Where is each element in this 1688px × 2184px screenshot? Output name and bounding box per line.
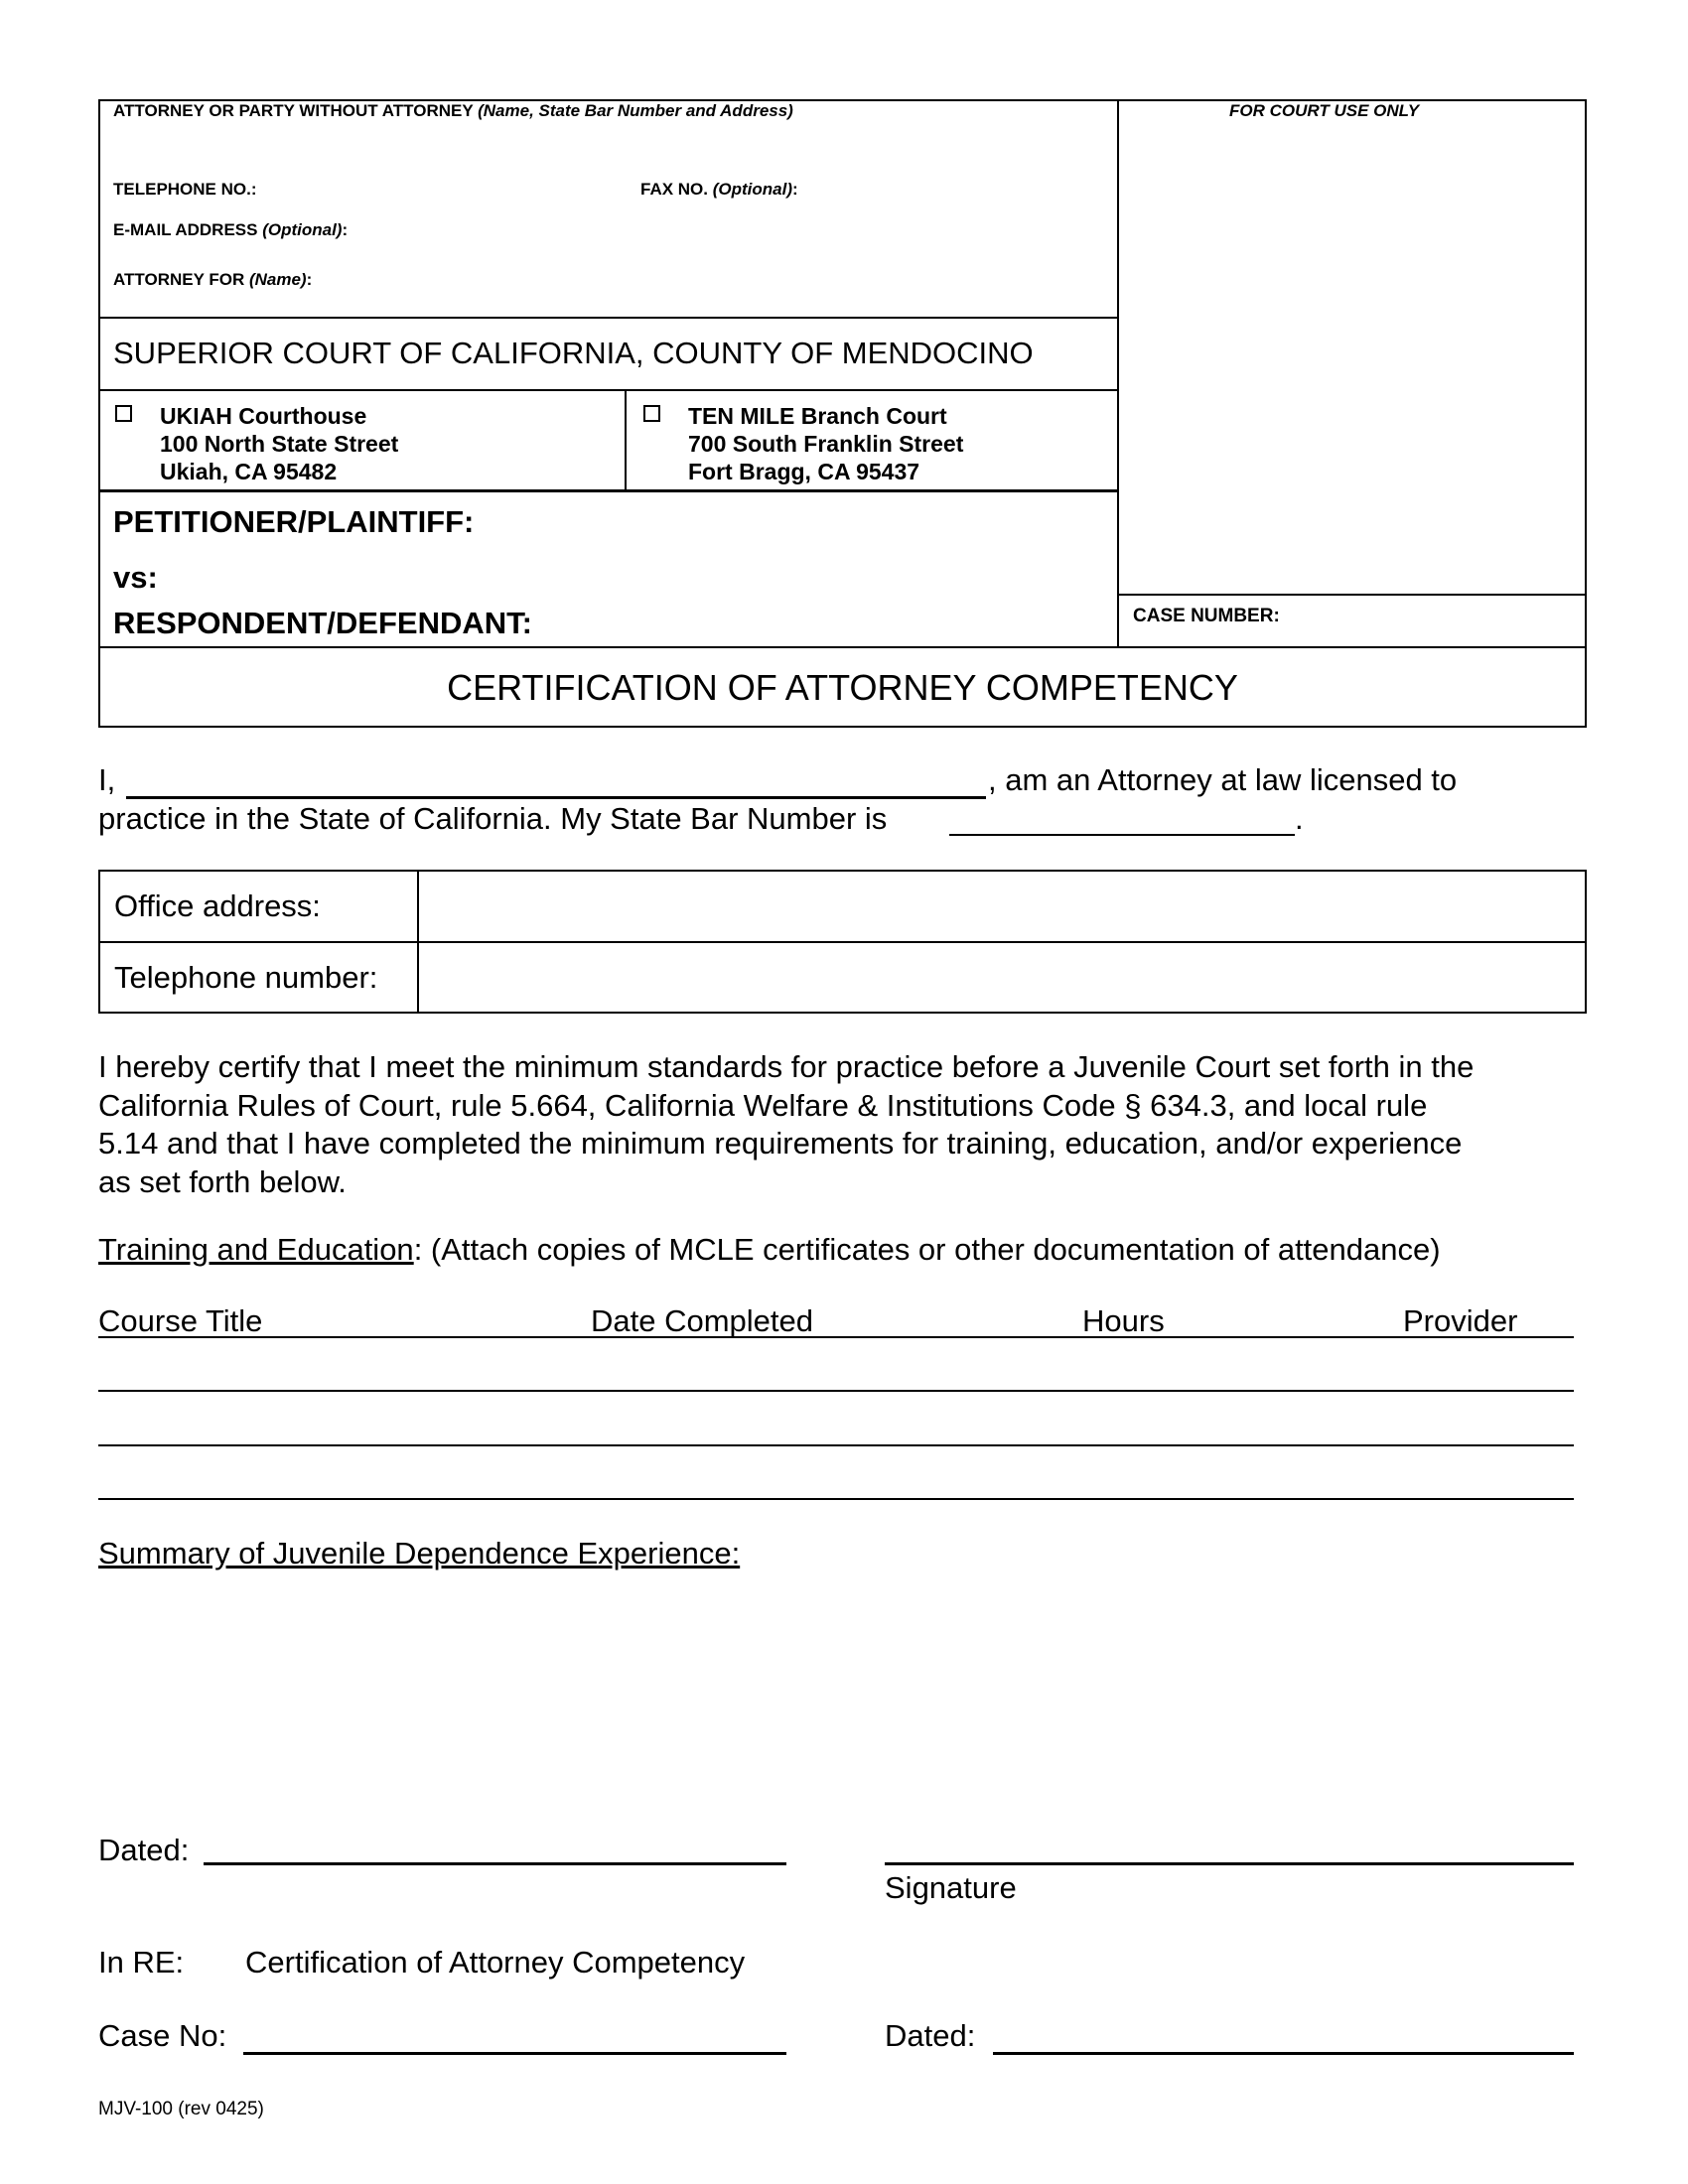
attorney-for-field[interactable]: ATTORNEY FOR (Name): (113, 270, 313, 289)
divider (98, 941, 1587, 943)
summary-area[interactable] (98, 1588, 1574, 1807)
fax-field[interactable]: FAX NO. (Optional): (640, 180, 798, 199)
fax-hint: (Optional) (712, 180, 793, 199)
attorney-label: ATTORNEY OR PARTY WITHOUT ATTORNEY (113, 101, 474, 120)
in-re-value: Certification of Attorney Competency (245, 1945, 746, 1979)
divider (98, 317, 1118, 319)
email-hint: (Optional) (262, 220, 343, 239)
ukiah-name: UKIAH Courthouse (160, 403, 367, 429)
divider (417, 870, 419, 1014)
ukiah-street: 100 North State Street (160, 431, 399, 457)
telephone-field[interactable] (113, 180, 257, 200)
paragraph-line: as set forth below. (98, 1163, 347, 1199)
ten-mile-street: 700 South Franklin Street (688, 431, 964, 457)
attorney-field[interactable] (113, 101, 793, 121)
divider (625, 389, 627, 490)
intro-line2: practice in the State of California. My State Bar Number is (98, 801, 888, 836)
attorney-for-label: ATTORNEY FOR (113, 270, 245, 289)
caption-box (98, 99, 1587, 648)
training-heading-row (98, 1232, 1441, 1268)
certify-paragraph (98, 1048, 1474, 1201)
column-date-completed: Date Completed (591, 1303, 814, 1338)
telephone-number-label: Telephone number: (114, 960, 378, 995)
column-provider: Provider (1403, 1303, 1518, 1338)
paragraph-line: 5.14 and that I have completed the minimum requirements for training, education, and/or experience (98, 1126, 1463, 1160)
attorney-hint: (Name, State Bar Number and Address) (478, 101, 793, 120)
case-number-label: CASE NUMBER: (1133, 606, 1280, 626)
ten-mile-city: Fort Bragg, CA 95437 (688, 459, 920, 484)
petitioner-label: PETITIONER/PLAINTIFF: (113, 504, 475, 539)
training-header-line (98, 1336, 1574, 1338)
training-heading: Training and Education (98, 1232, 414, 1267)
ukiah-checkbox[interactable] (115, 405, 132, 422)
column-hours: Hours (1082, 1303, 1165, 1338)
telephone-label: TELEPHONE NO.: (113, 180, 257, 199)
attorney-for-hint: (Name) (248, 270, 307, 289)
fax-label: FAX NO. (640, 180, 709, 199)
signature-line[interactable] (885, 1862, 1574, 1865)
dated-line[interactable] (204, 1862, 786, 1865)
attorney-name-line[interactable] (126, 796, 986, 799)
divider (98, 389, 1118, 391)
state-bar-number-line[interactable] (949, 834, 1295, 836)
vs-label: vs: (113, 560, 158, 595)
divider (1117, 594, 1587, 596)
paragraph-line: California Rules of Court, rule 5.664, California Welfare & Institutions Code § 634.3, and local rule (98, 1087, 1428, 1123)
office-address-input[interactable] (437, 888, 1569, 928)
divider (1117, 99, 1119, 648)
ten-mile-name: TEN MILE Branch Court (688, 403, 947, 429)
form-title: CERTIFICATION OF ATTORNEY COMPETENCY (447, 667, 1238, 708)
email-label: E-MAIL ADDRESS (113, 220, 258, 239)
training-note: : (Attach copies of MCLE certificates or other documentation of attendance) (413, 1232, 1441, 1267)
ten-mile-checkbox[interactable] (643, 405, 660, 422)
intro-suffix: , am an Attorney at law licensed to (988, 762, 1458, 797)
divider (98, 489, 1118, 492)
ukiah-city: Ukiah, CA 95482 (160, 459, 338, 484)
column-course-title: Course Title (98, 1303, 263, 1338)
court-use-only-label: FOR COURT USE ONLY (1229, 101, 1420, 120)
telephone-number-input[interactable] (437, 960, 1569, 1000)
email-field[interactable]: E-MAIL ADDRESS (Optional): (113, 220, 349, 239)
paragraph-line: I hereby certify that I meet the minimum standards for practice before a Juvenile Court set forth in the (98, 1049, 1475, 1084)
training-entry-line[interactable] (98, 1444, 1574, 1446)
training-entry-line[interactable] (98, 1498, 1574, 1500)
dated-label: Dated: (98, 1833, 190, 1867)
form-footer: MJV-100 (rev 0425) (98, 2099, 264, 2119)
office-address-label: Office address: (114, 888, 321, 923)
dated2-line[interactable] (993, 2052, 1574, 2055)
intro-end: . (1295, 801, 1304, 836)
in-re-label: In RE: (98, 1945, 185, 1979)
signature-label: Signature (885, 1870, 1017, 1905)
court-name: SUPERIOR COURT OF CALIFORNIA, COUNTY OF MENDOCINO (113, 336, 1034, 370)
training-entry-line[interactable] (98, 1390, 1574, 1392)
summary-heading: Summary of Juvenile Dependence Experience: (98, 1536, 741, 1570)
case-no-label: Case No: (98, 2018, 227, 2053)
dated2-label: Dated: (885, 2018, 976, 2053)
respondent-label: RESPONDENT/DEFENDANT: (113, 606, 532, 640)
case-no-line[interactable] (243, 2052, 786, 2055)
intro-prefix: I, (98, 762, 116, 797)
